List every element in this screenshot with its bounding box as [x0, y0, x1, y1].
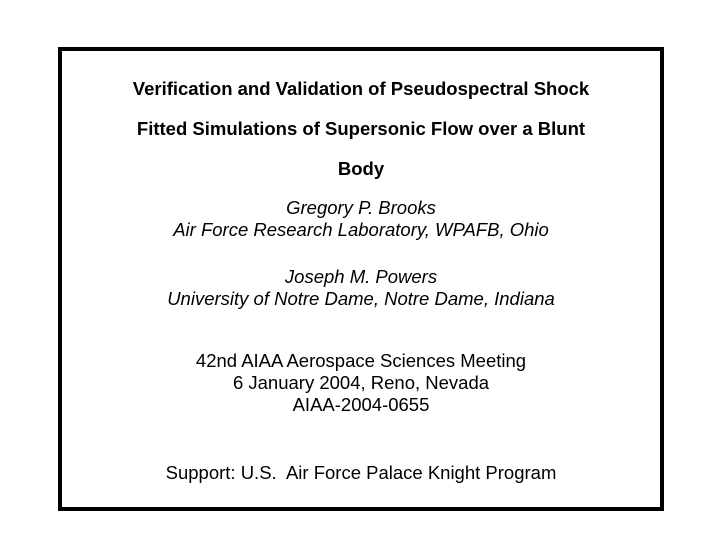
author-block-1: [62, 197, 660, 241]
author-name: Joseph M. Powers: [284, 266, 438, 287]
title-line-1: Verification and Validation of Pseudospectral Shock: [132, 78, 590, 99]
paper-title: [62, 69, 660, 189]
meeting-info: [62, 350, 660, 416]
title-line-2: Fitted Simulations of Supersonic Flow over a Blunt: [136, 118, 586, 139]
author-block-2: [62, 266, 660, 310]
support-line: Support: U.S. Air Force Palace Knight Program: [165, 462, 557, 483]
title-slide-frame: [58, 47, 664, 511]
meeting-date-location: 6 January 2004, Reno, Nevada: [232, 372, 490, 393]
author-affiliation: University of Notre Dame, Notre Dame, Indiana: [167, 288, 555, 309]
author-name: Gregory P. Brooks: [286, 197, 436, 218]
paper-id: AIAA-2004-0655: [292, 394, 430, 415]
meeting-name: 42nd AIAA Aerospace Sciences Meeting: [195, 350, 527, 371]
title-line-3: Body: [337, 158, 385, 179]
author-affiliation: Air Force Research Laboratory, WPAFB, Ohio: [173, 219, 549, 240]
